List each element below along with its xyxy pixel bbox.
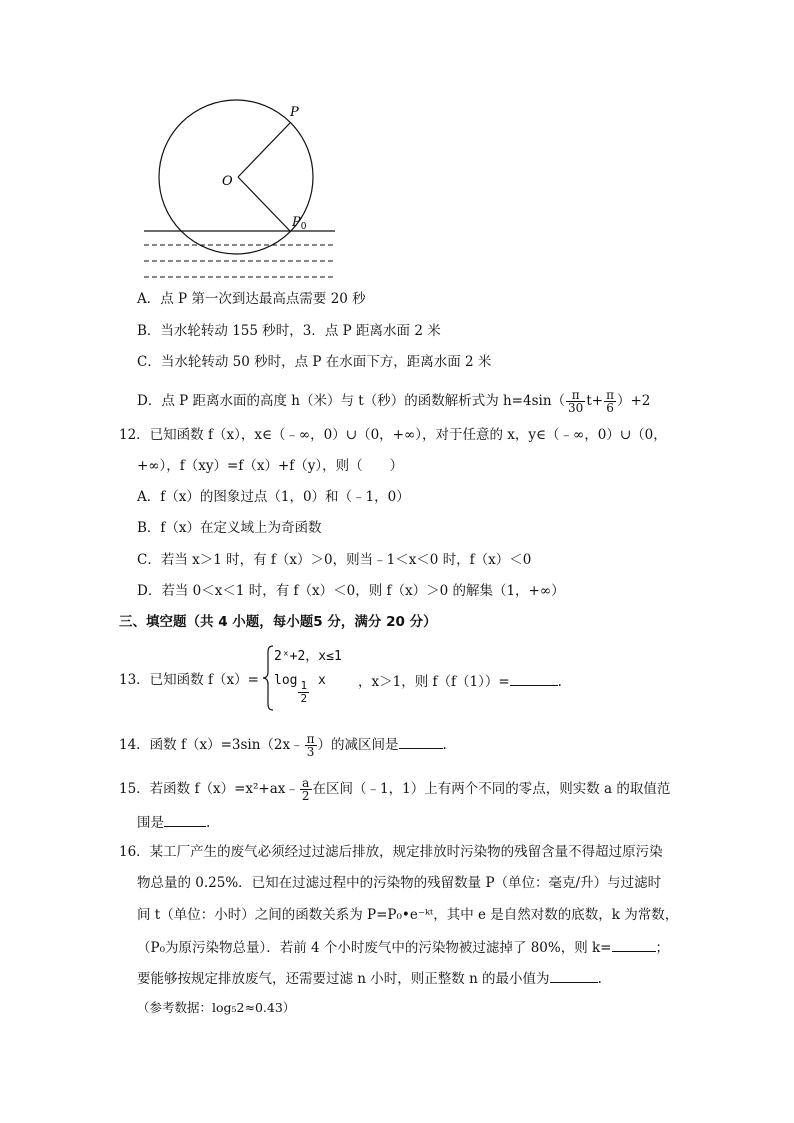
label-O: O	[222, 174, 233, 189]
q13-brace	[262, 645, 274, 711]
q15-stem: 15．若函数 f（x）=x²+ax﹣ $\frac{a}{2}$ 在区间（﹣1，1）上有两个不同的零点，则实数 a 的取值范	[119, 776, 671, 803]
q11-d-post: ）+2	[616, 393, 651, 409]
q15-answer-blank[interactable]	[164, 812, 206, 827]
q11-option-b: B．当水轮转动 155 秒时，3．点 P 距离水面 2 米	[137, 323, 441, 339]
water-wheel-figure	[130, 85, 350, 290]
label-P0: $P_0$	[292, 215, 307, 232]
q16-line2: 物总量的 0.25%．已知在过滤过程中的污染物的残留数量 P（单位：毫克/升）与过滤时	[137, 875, 662, 891]
q15-fraction: $\frac{a}{2}$	[301, 776, 310, 803]
radius-OP	[238, 123, 290, 177]
q11-d-pre: D．点 P 距离水面的高度 h（米）与 t（秒）的函数解析式为 h=4sin（	[137, 393, 566, 409]
q12-option-a: A．f（x）的图象过点（1，0）和（﹣1，0）	[137, 489, 410, 505]
q14-stem: 14．函数 f（x）=3sin（2x﹣ $\frac{\pi}{3}$ ）的减区间是 .	[119, 732, 447, 759]
q13-log-base: $\frac{1}{2}$	[300, 679, 308, 705]
radius-OP0	[238, 177, 290, 231]
q16-line5: 要能够按规定排放废气，还需要过滤 n 小时，则正整数 n 的最小值为 .	[137, 968, 602, 988]
q12-option-d: D．若当 0＜x＜1 时，有 f（x）＜0，则 f（x）＞0 的解集（1，+∞）	[137, 583, 565, 599]
q11-d-mid: t+	[586, 393, 604, 409]
q16-line1: 16．某工厂产生的废气必须经过过滤后排放，规定排放时污染物的残留含量不得超过原污染	[119, 844, 663, 860]
q11-option-a: A．点 P 第一次到达最高点需要 20 秒	[137, 291, 366, 307]
q12-stem-line1: 12．已知函数 f（x），x∈（﹣∞，0）∪（0，+∞），对于任意的 x，y∈（﹣∞，0）∪（0，	[119, 427, 667, 443]
q16-line3: 间 t（单位：小时）之间的函数关系为 P=P₀•e⁻ᵏᵗ，其中 e 是自然对数的底数，k 为常数，	[137, 907, 679, 923]
q14-fraction: $\frac{\pi}{3}$	[306, 732, 315, 759]
q13-answer-blank[interactable]	[510, 671, 558, 686]
q13-case2: log $\frac{1}{2}$ x	[274, 673, 326, 705]
section-3-heading: 三、填空题（共 4 小题，每小题5 分，满分 20 分）	[119, 614, 437, 630]
q13-case1: 2ˣ+2，x≤1	[274, 649, 342, 664]
q14-answer-blank[interactable]	[399, 734, 443, 749]
q12-option-b: B．f（x）在定义域上为奇函数	[137, 520, 322, 536]
q11-d-fraction-2: $\frac{\pi}{6}$	[606, 388, 614, 415]
q16-k-answer-blank[interactable]	[612, 937, 656, 952]
q16-reference-data: （参考数据：log₅2≈0.43）	[137, 1000, 296, 1015]
q11-option-d	[137, 389, 650, 414]
q16-line4: （P₀为原污染物总量）．若前 4 个小时废气中的污染物被过滤掉了 80%，则 k= ；	[137, 937, 669, 957]
q12-stem-line2: +∞），f（xy）=f（x）+f（y），则（ ）	[137, 458, 404, 474]
q15-stem-line2: 围是 .	[137, 812, 210, 832]
q13-pre: 13．已知函数 f（x）=	[119, 672, 259, 688]
q11-option-c: C．当水轮转动 50 秒时，点 P 在水面下方，距离水面 2 米	[137, 354, 492, 370]
q12-option-c: C．若当 x＞1 时，有 f（x）＞0，则当﹣1＜x＜0 时，f（x）＜0	[137, 552, 532, 568]
q16-n-answer-blank[interactable]	[550, 968, 598, 983]
label-P: P	[290, 105, 299, 120]
q11-d-fraction-1: $\frac{\pi}{30}$	[568, 388, 584, 415]
q13-post: ，x＞1，则 f（f（1））= .	[358, 671, 562, 691]
